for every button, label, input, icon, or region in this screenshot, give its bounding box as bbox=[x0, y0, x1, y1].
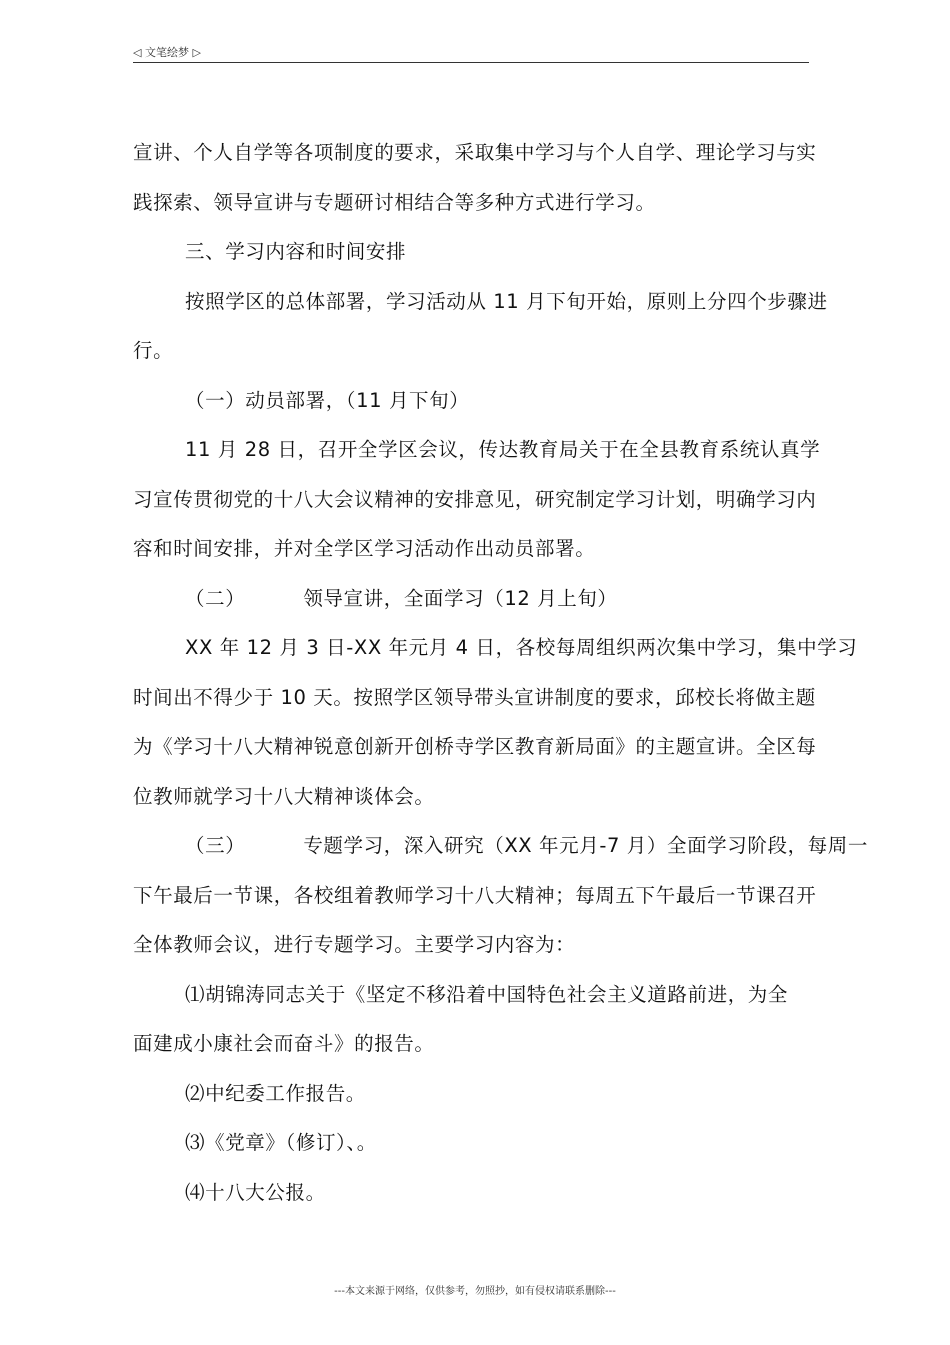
subsection-title: 领导宣讲，全面学习（12 月上旬） bbox=[303, 586, 618, 610]
text-line: 面建成小康社会而奋斗》的报告。 bbox=[133, 1032, 435, 1055]
subsection-heading: （一）动员部署，（11 月下旬） bbox=[185, 388, 470, 412]
subsection-number: （三） bbox=[185, 834, 246, 857]
text-line: 宣讲、个人自学等各项制度的要求，采取集中学习与个人自学、理论学习与实 bbox=[133, 141, 817, 164]
text-line: 为《学习十八大精神锐意创新开创桥寺学区教育新局面》的主题宣讲。全区每 bbox=[133, 735, 817, 758]
document-body bbox=[133, 128, 868, 1217]
text-line: 容和时间安排，并对全学区学习活动作出动员部署。 bbox=[133, 537, 596, 560]
subsection-number: （二） bbox=[185, 586, 246, 610]
text-line: 下午最后一节课，各校组着教师学习十八大精神；每周五下午最后一节课召开 bbox=[133, 883, 817, 907]
header-title: ◁ 文笔绘梦 ▷ bbox=[133, 46, 201, 59]
subsection-title: 专题学习，深入研究（XX 年元月-7 月）全面学习阶段，每周一 bbox=[303, 834, 868, 857]
text-line: 11 月 28 日，召开全学区会议，传达教育局关于在全县教育系统认真学 bbox=[185, 438, 821, 461]
subsection-heading bbox=[133, 574, 809, 624]
page-header bbox=[133, 42, 809, 63]
section-heading: 三、学习内容和时间安排 bbox=[185, 240, 407, 263]
list-item: ⑷十八大公报。 bbox=[185, 1180, 326, 1204]
text-line: 践探索、领导宣讲与专题研讨相结合等多种方式进行学习。 bbox=[133, 190, 656, 214]
text-line: 时间出不得少于 10 天。按照学区领导带头宣讲制度的要求，邱校长将做主题 bbox=[133, 685, 816, 709]
list-item: ⑶《党章》（修订）、。 bbox=[185, 1131, 377, 1154]
text-line: 习宣传贯彻党的十八大会议精神的安排意见，研究制定学习计划，明确学习内 bbox=[133, 487, 817, 511]
text-line: XX 年 12 月 3 日-XX 年元月 4 日，各校每周组织两次集中学习，集中学习 bbox=[185, 636, 858, 659]
text-line: 位教师就学习十八大精神谈体会。 bbox=[133, 784, 435, 808]
subsection-heading bbox=[133, 821, 868, 871]
page-footer: ---本文来源于网络，仅供参考，勿照抄，如有侵权请联系删除--- bbox=[334, 1286, 616, 1297]
text-line: 按照学区的总体部署，学习活动从 11 月下旬开始，原则上分四个步骤进 bbox=[185, 289, 828, 313]
list-item: ⑵中纪委工作报告。 bbox=[185, 1081, 366, 1105]
list-item: ⑴胡锦涛同志关于《坚定不移沿着中国特色社会主义道路前进，为全 bbox=[185, 982, 789, 1006]
text-line: 行。 bbox=[133, 339, 174, 362]
text-line: 全体教师会议，进行专题学习。主要学习内容为： bbox=[133, 933, 576, 956]
